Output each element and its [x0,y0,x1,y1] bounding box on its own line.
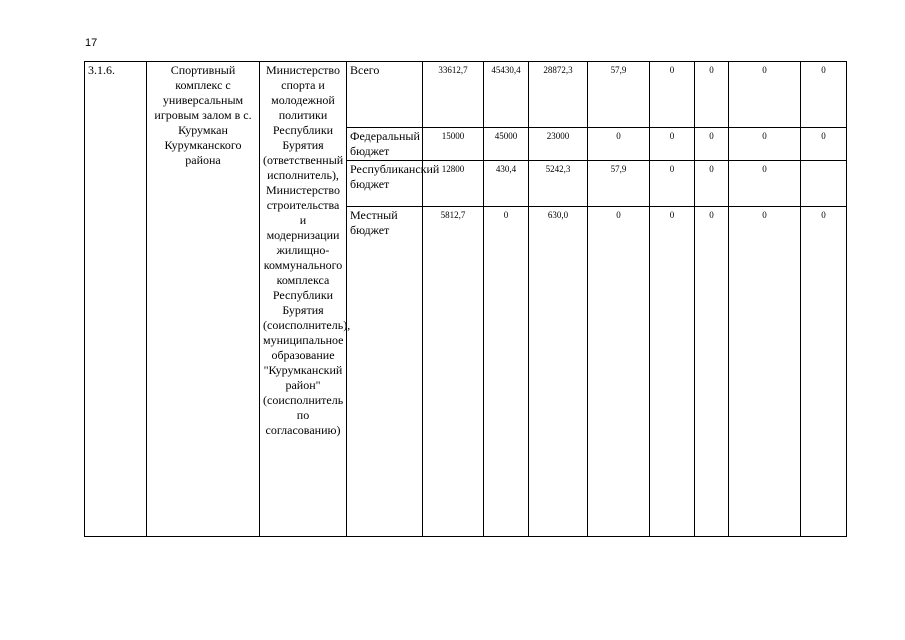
executors: Министерство спорта и молодежной политики Республики Бурятия (ответственный исполнитель), Министерство строительства и модернизации жилищно-коммунального комплекса Республики Бурятия (соисполнитель), муниципальное образование "Курумканский район" (соисполнитель по согласованию) [260,62,347,537]
value-cell [801,161,847,207]
value-cell: 0 [729,161,801,207]
value-cell: 0 [729,207,801,537]
table-row [85,62,847,128]
funding-source: Местный бюджет [347,207,423,537]
value-cell: 33612,7 [423,62,484,128]
program-table [84,61,847,537]
value-cell: 12800 [423,161,484,207]
value-cell: 0 [650,161,695,207]
funding-source: Республиканский бюджет [347,161,423,207]
value-cell: 0 [650,207,695,537]
value-cell: 0 [729,128,801,161]
value-cell: 630,0 [529,207,588,537]
funding-source: Всего [347,62,423,128]
value-cell: 15000 [423,128,484,161]
value-cell: 45430,4 [484,62,529,128]
value-cell: 0 [695,62,729,128]
value-cell: 0 [729,62,801,128]
value-cell: 5812,7 [423,207,484,537]
value-cell: 45000 [484,128,529,161]
value-cell: 23000 [529,128,588,161]
value-cell: 5242,3 [529,161,588,207]
value-cell: 0 [484,207,529,537]
value-cell: 0 [695,207,729,537]
page-number: 17 [85,37,98,49]
value-cell: 0 [801,207,847,537]
row-index: 3.1.6. [85,62,147,537]
value-cell: 0 [695,161,729,207]
value-cell: 0 [695,128,729,161]
object-name: Спортивный комплекс с универсальным игровым залом в с. Курумкан Курумканского района [147,62,260,537]
value-cell: 0 [650,128,695,161]
value-cell: 430,4 [484,161,529,207]
value-cell: 0 [650,62,695,128]
value-cell: 57,9 [588,62,650,128]
value-cell: 0 [588,207,650,537]
value-cell: 0 [588,128,650,161]
value-cell: 0 [801,62,847,128]
value-cell: 0 [801,128,847,161]
value-cell: 57,9 [588,161,650,207]
funding-source: Федеральный бюджет [347,128,423,161]
value-cell: 28872,3 [529,62,588,128]
